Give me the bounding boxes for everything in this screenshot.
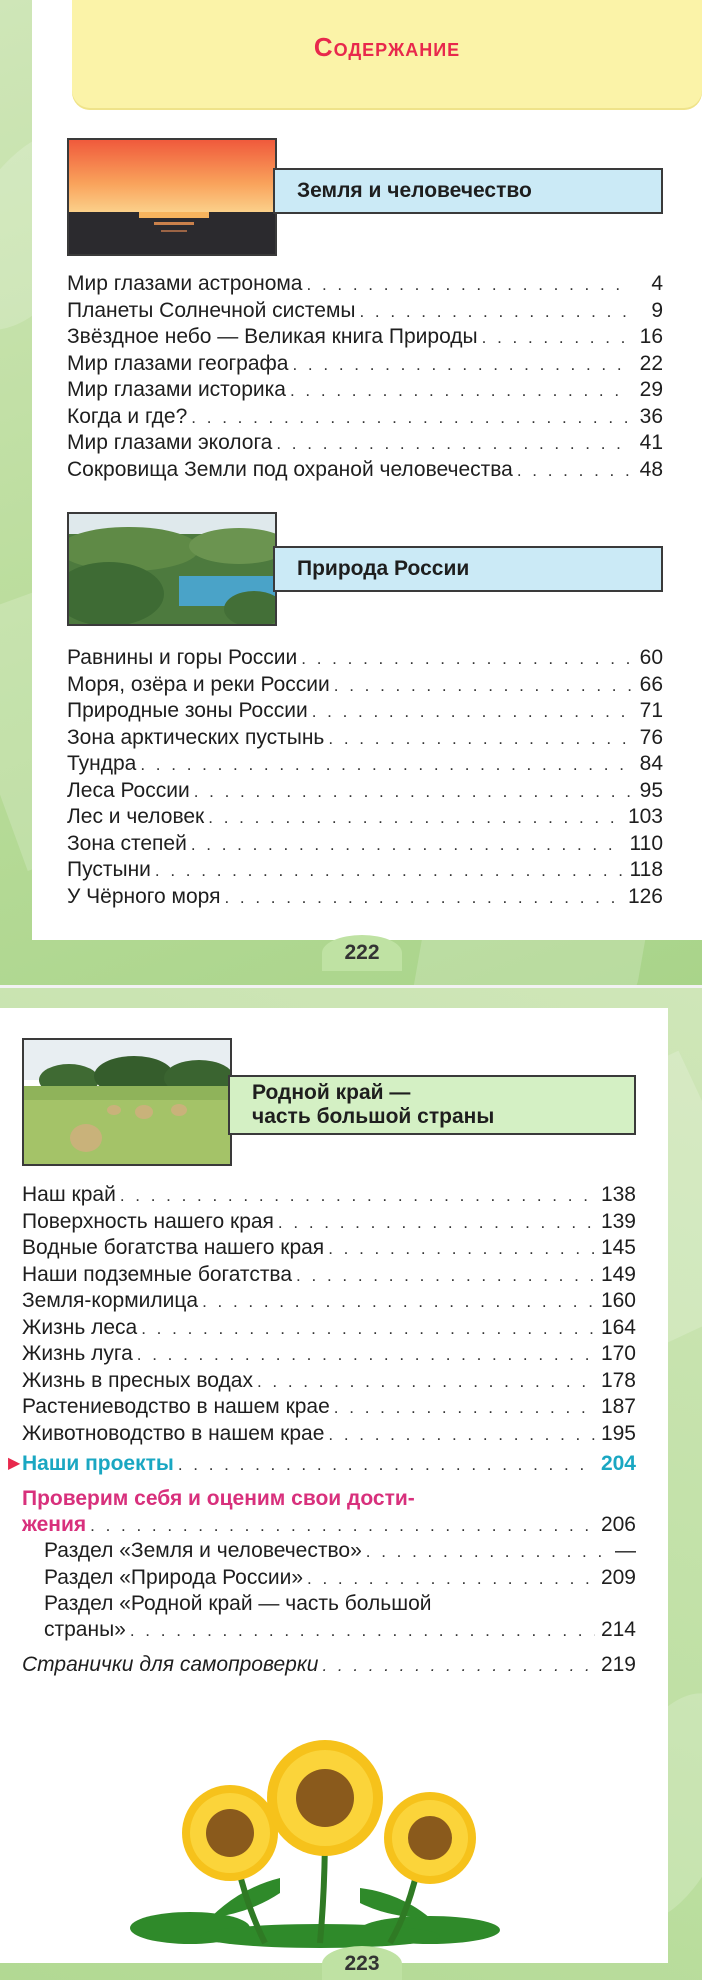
toc-page: 4 bbox=[651, 272, 663, 295]
toc-row[interactable] bbox=[67, 672, 663, 699]
toc-title: Жизнь луга bbox=[22, 1342, 133, 1365]
toc-page: 95 bbox=[639, 778, 663, 802]
banner-line: Родной край — bbox=[252, 1081, 411, 1104]
toc-title: Планеты Солнечной системы bbox=[67, 298, 356, 322]
toc-page: 149 bbox=[600, 1262, 636, 1286]
leader-dots bbox=[276, 431, 631, 458]
toc-title: Звёздное небо — Великая книга Природы bbox=[67, 325, 478, 348]
toc-page: 145 bbox=[600, 1236, 636, 1259]
toc-title: Когда и где? bbox=[67, 404, 188, 428]
toc-title: Раздел «Земля и человечество» bbox=[44, 1539, 362, 1562]
toc-page: 160 bbox=[600, 1289, 636, 1312]
toc-title: Лес и человек bbox=[67, 805, 205, 828]
leader-dots bbox=[130, 1618, 595, 1645]
toc-page: 110 bbox=[629, 831, 663, 855]
toc-page: 103 bbox=[627, 805, 663, 828]
toc-row[interactable] bbox=[67, 778, 663, 805]
toc-row[interactable] bbox=[67, 377, 663, 404]
toc-title: страны» bbox=[44, 1618, 126, 1641]
toc-page: 164 bbox=[600, 1315, 636, 1339]
leader-dots bbox=[328, 726, 631, 753]
leader-dots bbox=[178, 1452, 595, 1479]
toc-page: 41 bbox=[639, 431, 663, 454]
toc-page: 204 bbox=[600, 1452, 636, 1475]
toc-title: У Чёрного моря bbox=[67, 884, 221, 908]
leader-dots bbox=[307, 1566, 595, 1593]
toc-row[interactable] bbox=[22, 1341, 636, 1368]
page-title: Содержание bbox=[313, 32, 461, 62]
toc-page: 60 bbox=[639, 646, 663, 669]
toc-russia bbox=[67, 645, 663, 910]
pointer-icon: ▶ bbox=[8, 1455, 21, 1472]
toc-row[interactable] bbox=[22, 1394, 636, 1421]
toc-page: 170 bbox=[600, 1342, 636, 1365]
toc-page: 84 bbox=[639, 752, 663, 775]
toc-row-projects[interactable] bbox=[8, 1451, 636, 1478]
field-haybales-photo bbox=[22, 1038, 232, 1166]
toc-title: Земля-кормилица bbox=[22, 1289, 199, 1312]
leader-dots bbox=[208, 805, 622, 832]
toc-page: 16 bbox=[639, 325, 663, 348]
leader-dots bbox=[224, 885, 622, 912]
leader-dots bbox=[328, 1422, 595, 1449]
toc-row-section-native-cont[interactable] bbox=[22, 1617, 636, 1644]
toc-title: Жизнь леса bbox=[22, 1315, 138, 1339]
toc-row[interactable] bbox=[67, 404, 663, 431]
leader-dots bbox=[141, 1316, 595, 1343]
page-number: 222 bbox=[322, 935, 402, 971]
leader-dots bbox=[328, 1236, 595, 1263]
toc-page: 178 bbox=[600, 1368, 636, 1392]
leader-dots bbox=[140, 752, 631, 779]
leader-dots bbox=[322, 1653, 595, 1680]
toc-page: 71 bbox=[639, 699, 663, 722]
toc-row[interactable] bbox=[67, 831, 663, 858]
toc-title: Растениеводство в нашем крае bbox=[22, 1395, 330, 1418]
toc-page: 9 bbox=[651, 298, 663, 322]
toc-row-check[interactable] bbox=[22, 1486, 636, 1512]
toc-page: 206 bbox=[600, 1512, 636, 1536]
page-222 bbox=[0, 0, 702, 985]
toc-row[interactable] bbox=[22, 1262, 636, 1289]
toc-page: 195 bbox=[600, 1421, 636, 1445]
toc-title: Равнины и горы России bbox=[67, 646, 298, 669]
toc-row[interactable] bbox=[22, 1565, 636, 1592]
toc-row[interactable] bbox=[22, 1315, 636, 1342]
toc-title: Моря, озёра и реки России bbox=[67, 672, 330, 696]
title-box bbox=[72, 0, 702, 110]
toc-title: Поверхность нашего края bbox=[22, 1209, 274, 1233]
leader-dots bbox=[257, 1369, 595, 1396]
toc-row[interactable] bbox=[22, 1368, 636, 1395]
toc-title: Зона степей bbox=[67, 831, 187, 855]
leader-dots bbox=[278, 1210, 595, 1237]
toc-row[interactable] bbox=[67, 884, 663, 911]
leader-dots bbox=[191, 405, 631, 432]
section-banner-russia: Природа России bbox=[273, 546, 663, 592]
toc-row-check-cont[interactable] bbox=[22, 1512, 636, 1539]
toc-title: Пустыни bbox=[67, 858, 151, 881]
sunset-photo bbox=[67, 138, 277, 256]
banner-line: часть большой страны bbox=[252, 1105, 495, 1128]
content-sheet bbox=[32, 0, 702, 940]
toc-row[interactable] bbox=[22, 1235, 636, 1262]
leader-dots bbox=[194, 779, 631, 806]
sunflowers-illustration bbox=[130, 1738, 510, 1948]
toc-title: Наш край bbox=[22, 1183, 116, 1206]
toc-page: 66 bbox=[639, 672, 663, 696]
leader-dots bbox=[334, 673, 631, 700]
toc-title: Раздел «Родной край — часть большой bbox=[44, 1592, 432, 1615]
toc-title: Наши подземные богатства bbox=[22, 1262, 293, 1286]
toc-page: 36 bbox=[639, 404, 663, 428]
leader-dots bbox=[290, 378, 631, 405]
leader-dots bbox=[366, 1539, 604, 1566]
leader-dots bbox=[202, 1289, 595, 1316]
leader-dots bbox=[482, 325, 631, 352]
toc-row[interactable] bbox=[67, 698, 663, 725]
toc-page: 187 bbox=[600, 1395, 636, 1418]
toc-title: Зона арктических пустынь bbox=[67, 725, 325, 749]
toc-page: 209 bbox=[600, 1565, 636, 1589]
toc-page: 118 bbox=[629, 858, 663, 881]
section-banner-earth: Земля и человечество bbox=[273, 168, 663, 214]
toc-title: Природные зоны России bbox=[67, 699, 308, 722]
toc-row[interactable] bbox=[22, 1209, 636, 1236]
toc-row-section-native[interactable] bbox=[22, 1591, 636, 1617]
toc-title: Странички для самопроверки bbox=[22, 1652, 319, 1676]
toc-title: Мир глазами астронома bbox=[67, 272, 303, 295]
leader-dots bbox=[120, 1183, 595, 1210]
leader-dots bbox=[301, 646, 631, 673]
toc-page: 48 bbox=[639, 457, 663, 481]
toc-row[interactable] bbox=[67, 298, 663, 325]
lake-forest-photo bbox=[67, 512, 277, 626]
leader-dots bbox=[155, 858, 624, 885]
content-sheet bbox=[0, 1008, 668, 1963]
toc-row[interactable] bbox=[67, 324, 663, 351]
toc-page: 139 bbox=[600, 1209, 636, 1233]
leader-dots bbox=[296, 1263, 595, 1290]
leader-dots bbox=[292, 352, 631, 379]
toc-page: 126 bbox=[627, 884, 663, 908]
toc-native-land bbox=[8, 1182, 636, 1678]
toc-title: Тундра bbox=[67, 752, 137, 775]
toc-title: Раздел «Природа России» bbox=[44, 1565, 303, 1589]
toc-title: Проверим себя и оценим свои дости- bbox=[22, 1486, 415, 1510]
leader-dots bbox=[517, 458, 631, 485]
leader-dots bbox=[359, 299, 631, 326]
toc-row[interactable] bbox=[67, 430, 663, 457]
leader-dots bbox=[137, 1342, 595, 1369]
toc-title: Мир глазами географа bbox=[67, 351, 289, 375]
toc-title: Мир глазами историка bbox=[67, 378, 286, 401]
toc-page: 138 bbox=[600, 1183, 636, 1206]
section-banner-native-land bbox=[228, 1075, 636, 1135]
leader-dots bbox=[334, 1395, 595, 1422]
toc-page: 22 bbox=[639, 351, 663, 375]
leader-dots bbox=[307, 272, 632, 299]
toc-title: Леса России bbox=[67, 778, 190, 802]
toc-page: 219 bbox=[600, 1652, 636, 1676]
toc-row[interactable] bbox=[67, 751, 663, 778]
toc-title: Жизнь в пресных водах bbox=[22, 1368, 253, 1392]
toc-row[interactable] bbox=[22, 1288, 636, 1315]
page-number: 223 bbox=[322, 1946, 402, 1980]
toc-row[interactable] bbox=[67, 857, 663, 884]
toc-title: Животноводство в нашем крае bbox=[22, 1421, 325, 1445]
toc-title: Мир глазами эколога bbox=[67, 431, 273, 454]
toc-row[interactable] bbox=[67, 804, 663, 831]
toc-page: 29 bbox=[639, 378, 663, 401]
toc-row[interactable] bbox=[22, 1182, 636, 1209]
toc-row-self-check[interactable] bbox=[22, 1652, 636, 1679]
toc-row[interactable] bbox=[22, 1538, 636, 1565]
toc-row[interactable] bbox=[67, 457, 663, 484]
page-223 bbox=[0, 988, 702, 1980]
toc-title: Водные богатства нашего края bbox=[22, 1236, 325, 1259]
toc-page: 214 bbox=[600, 1618, 636, 1641]
toc-page: — bbox=[615, 1539, 636, 1562]
toc-title: Наши проекты bbox=[22, 1452, 174, 1475]
leader-dots bbox=[191, 832, 624, 859]
toc-title: жения bbox=[22, 1512, 87, 1536]
toc-row[interactable] bbox=[67, 725, 663, 752]
toc-page: 76 bbox=[639, 725, 663, 749]
toc-row[interactable] bbox=[67, 351, 663, 378]
leader-dots bbox=[312, 699, 631, 726]
toc-row[interactable] bbox=[22, 1421, 636, 1448]
leader-dots bbox=[90, 1513, 595, 1540]
toc-row[interactable] bbox=[67, 271, 663, 298]
toc-row[interactable] bbox=[67, 645, 663, 672]
toc-earth bbox=[67, 271, 663, 483]
toc-title: Сокровища Земли под охраной человечества bbox=[67, 457, 513, 481]
